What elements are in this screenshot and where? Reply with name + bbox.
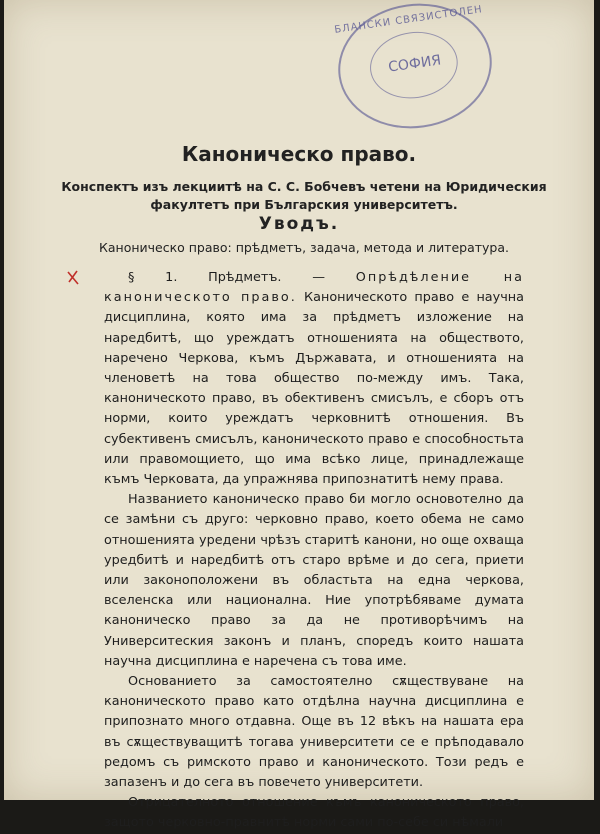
paragraph-1 bbox=[104, 268, 524, 490]
paragraph-3: Основанието за самостоятелно сѫществуване на каноническото право като отдѣлна научна дисциплина е припознато много отдавна. Още въ 12 вѣкъ на нашата ера въ сѫществуващитѣ тогава университети се е прѣподавало редомъ съ римското право и каноническото. Този редъ е запазенъ и до сега въ повечето университети. bbox=[104, 674, 524, 791]
stamp-city: СОФИЯ bbox=[387, 52, 443, 76]
paragraph-2: Названието каноническо право би могло основотелно да се замѣни съ друго: черковно право, което обема не само отношенията уредени чрѣзъ старитѣ канони, но още охваща уредбитѣ и наредбитѣ отъ старо врѣме и до сега, приети или законоположени въ областьта на една черкова, вселенска или национална. Ние употрѣбяваме думата каноническо право за да не противорѣчимъ на Университеския законъ и планъ, споредъ които нашата научна дисциплина е наречена съ това име. bbox=[104, 492, 524, 669]
library-stamp bbox=[330, 0, 500, 138]
definition-heading: Опрѣдѣление на каноническото право. bbox=[104, 270, 524, 306]
paragraph-heading: § 1. Прѣдметъ. — bbox=[128, 270, 326, 285]
section-subtitle: Каноническо право: прѣдметъ, задача, метода и литература. bbox=[98, 240, 510, 255]
red-pencil-mark-icon bbox=[66, 268, 80, 288]
section-heading: Уводъ. bbox=[258, 214, 340, 234]
document-subtitle: Конспектъ изъ лекциитѣ на С. С. Бобчевъ четени на Юридическия факултетъ при Българския университетъ. bbox=[61, 179, 547, 212]
stamp-ring-text: БЛАНСКИ СВЯЗИСТОЛЕН bbox=[333, 4, 484, 36]
page-title: Каноническо право. bbox=[181, 142, 417, 166]
paragraph-text: Каноническото право е научна дисциплина, която има за прѣдметъ изложение на наредбитѣ, що уреждатъ отношенията на обществото, наречено Черкова, къмъ Държавата, и отношенията на членоветѣ на това общество по-между имъ. Така, каноническото право, въ обективенъ смисълъ, е сборъ отъ норми, които уреждатъ черковнитѣ отношения. Въ субективенъ смисълъ, каноническото право е способностьта или правомощието, що има всѣко лице, принадлежаще къмъ Черковата, да упражнява припознатитѣ нему права. bbox=[104, 290, 524, 488]
document-page bbox=[4, 0, 594, 831]
body-text bbox=[104, 268, 524, 834]
paragraph-4: Отрицателното отношение къмъ каноническото право, защото черковно-правнитѣ норми сами по-себе си нѣмали bbox=[104, 795, 524, 831]
